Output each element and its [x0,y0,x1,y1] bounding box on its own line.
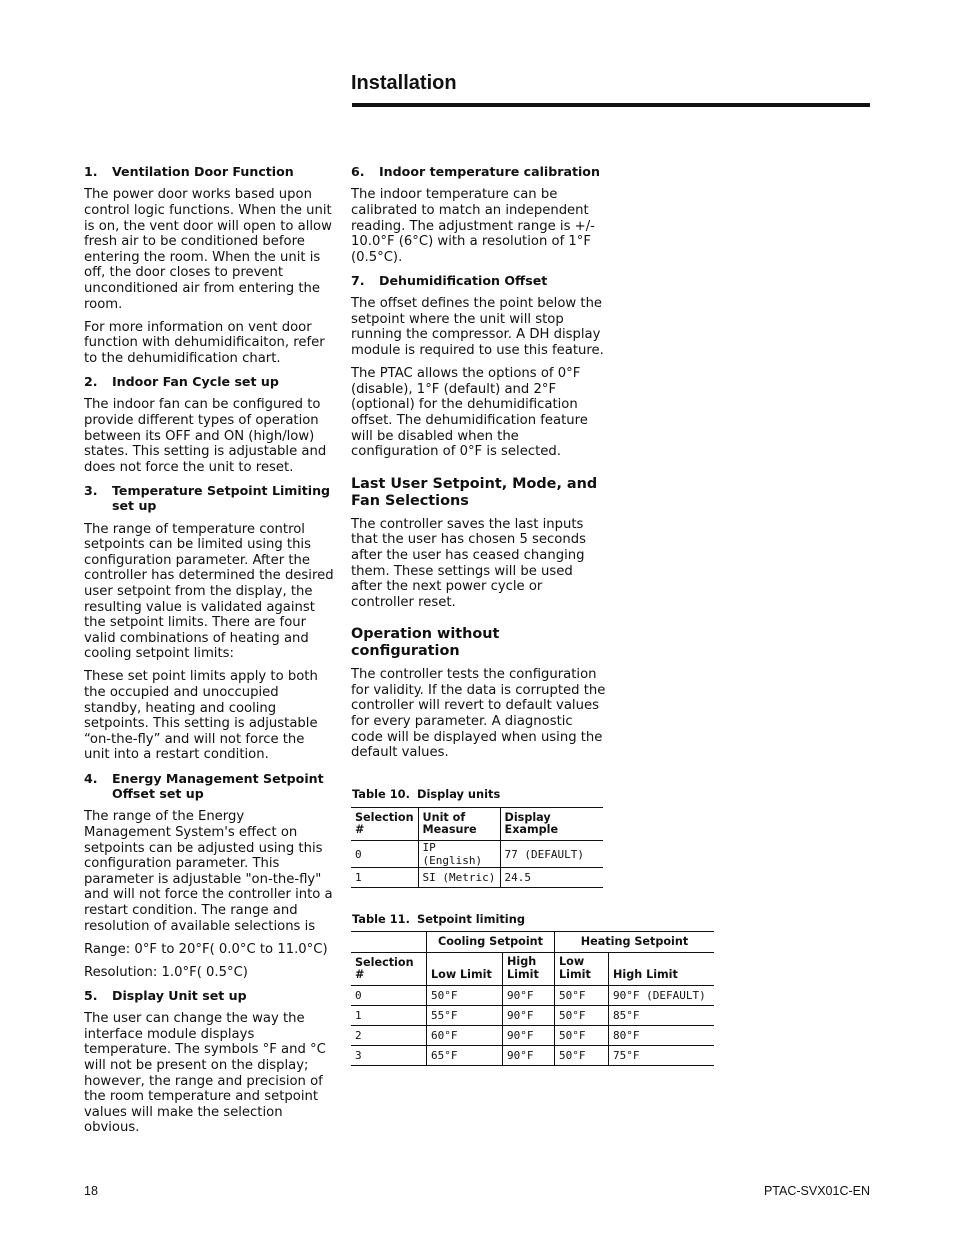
paragraph: For more information on vent door function with dehumidificaiton, refer to the dehumidification chart. [84,319,325,366]
table-cell: 50°F [555,1006,609,1026]
column-header: Unit of Measure [418,808,500,841]
table-cell: 0 [355,989,362,1002]
section-heading [84,988,334,1003]
table-row [351,841,603,868]
table-cell: 2 [355,1029,362,1042]
paragraph: The user can change the way the interface module displays temperature. The symbols °F and °C will not be present on the display; however, the range and precision of the room temperature and setpoint values will make the selection obvious. [84,1011,326,1136]
group-header-heating: Heating Setpoint [555,932,715,953]
section-number: 1. [84,164,98,179]
table-cell: IP (English) [418,841,500,868]
column-header: High Limit [609,953,715,986]
table-number: Table 10. [352,787,410,801]
section-heading [84,164,334,179]
subsection-title: Operation without configuration [351,626,500,660]
section-title: Ventilation Door Function [112,164,294,179]
section-title: Temperature Setpoint Limiting set up [112,482,331,514]
table-row [351,1046,714,1066]
table-cell: 3 [355,1049,362,1062]
table-cell: 55°F [427,1006,503,1026]
table-cell: 75°F [609,1046,715,1066]
section-number: 6. [351,164,365,179]
column-header: Selection # [355,810,414,836]
paragraph: Resolution: 1.0°F( 0.5°C) [84,964,248,980]
section-number: 5. [84,987,98,1003]
paragraph: The offset defines the point below the setpoint where the unit will stop running the compressor. A DH display module is required to use this feature. [351,296,604,359]
table-cell: 50°F [555,1026,609,1046]
paragraph: The controller tests the configuration for validity. If the data is corrupted the controller will revert to default values for every parameter. A diagnostic code will be displayed when using the default values. [351,667,606,761]
subsection-title: Last User Setpoint, Mode, and Fan Selections [351,475,598,509]
section-heading [84,374,334,389]
table-group-header-row [351,932,714,953]
paragraph: The indoor fan can be configured to provide different types of operation between its OFF and ON (high/low) states. This setting is adjustable and does not force the unit to reset. [84,397,327,475]
table-cell: 90°F [503,1046,555,1066]
table-cell: 50°F [427,986,503,1006]
table-row [351,1006,714,1026]
document-id: PTAC-SVX01C-EN [763,1184,870,1198]
column-header: High Limit [503,953,555,986]
table-caption-text: Setpoint limiting [417,912,525,926]
table-header-row [351,953,714,986]
section-heading [351,273,607,288]
table-cell: 50°F [555,986,609,1006]
column-header: Selection # [355,955,414,981]
table-cell: 50°F [555,1046,609,1066]
section-title: Display Unit set up [112,987,247,1003]
column-header: Display Example [500,808,603,841]
table-cell: SI (Metric) [418,868,500,888]
paragraph: The PTAC allows the options of 0°F (disable), 1°F (default) and 2°F (optional) for the dehumidification offset. The dehumidification feature will be disabled when the configuration of 0°F is selected. [351,366,588,460]
table-cell: 90°F [503,1026,555,1046]
table-row [351,1026,714,1046]
left-column [84,164,334,1143]
section-heading [84,771,334,802]
paragraph: Range: 0°F to 20°F( 0.0°C to 11.0°C) [84,941,328,957]
section-number: 4. [84,770,98,786]
table-cell: 85°F [609,1006,715,1026]
table-caption-text: Display units [417,787,501,801]
display-units-table [351,807,603,888]
paragraph: The indoor temperature can be calibrated to match an independent reading. The adjustment range is +/- 10.0°F (6°C) with a resolution of 1°F (0.5°C). [351,187,595,265]
table-cell: 90°F [503,986,555,1006]
paragraph: These set point limits apply to both the occupied and unoccupied standby, heating and cooling setpoints. This setting is adjustable “on-the-fly” and will not force the unit into a restart condition. [84,669,318,763]
title-rule [352,103,870,107]
paragraph: The range of temperature control setpoints can be limited using this configuration parameter. After the controller has determined the desired user setpoint from the display, the resulting value is validated against the setpoint limits. There are four valid combinations of heating and cooling setpoint limits: [84,521,334,662]
section-number: 7. [351,272,365,288]
table-cell: 1 [355,1009,362,1022]
column-header: Low Limit [427,953,503,986]
section-title: Indoor Fan Cycle set up [112,373,279,389]
table-header-row [351,808,603,841]
table-row [351,986,714,1006]
table-number: Table 11. [352,912,410,926]
paragraph: The power door works based upon control logic functions. When the unit is on, the vent door will open to allow fresh air to be conditioned before entering the room. When the unit is off, the door closes to prevent unconditioned air from entering the room. [84,187,332,312]
paragraph: The range of the Energy Management System's effect on setpoints can be adjusted using this configuration parameter. This parameter is adjustable "on-the-fly" and will not force the controller into a restart condition. The range and resolution of available selections is [84,809,333,934]
section-title: Indoor temperature calibration [379,164,600,179]
section-number: 2. [84,373,98,389]
table-cell: 90°F (DEFAULT) [609,986,715,1006]
section-title: Dehumidification Offset [379,272,548,288]
empty-header-cell [351,932,427,953]
page-title: Installation [351,72,457,94]
table-cell: 90°F [503,1006,555,1026]
table-caption [352,912,525,926]
section-number: 3. [84,482,98,498]
group-header-cooling: Cooling Setpoint [427,932,555,953]
section-heading [84,483,334,514]
setpoint-limiting-table [351,931,714,1066]
section-heading [351,164,607,179]
right-column [351,164,607,768]
table-cell: 60°F [427,1026,503,1046]
table-cell: 65°F [427,1046,503,1066]
paragraph: The controller saves the last inputs that the user has chosen 5 seconds after the user has ceased changing them. These settings will be used after the next power cycle or controller reset. [351,516,586,610]
table-cell: 0 [355,847,362,861]
table-caption [352,787,500,801]
table-cell: 77 (DEFAULT) [500,841,603,868]
column-header: Low Limit [555,953,609,986]
page-number: 18 [84,1184,98,1198]
section-title: Energy Management Setpoint Offset set up [112,770,324,801]
table-cell: 1 [355,871,362,884]
table-cell: 24.5 [500,868,603,888]
table-cell: 80°F [609,1026,715,1046]
table-row [351,868,603,888]
